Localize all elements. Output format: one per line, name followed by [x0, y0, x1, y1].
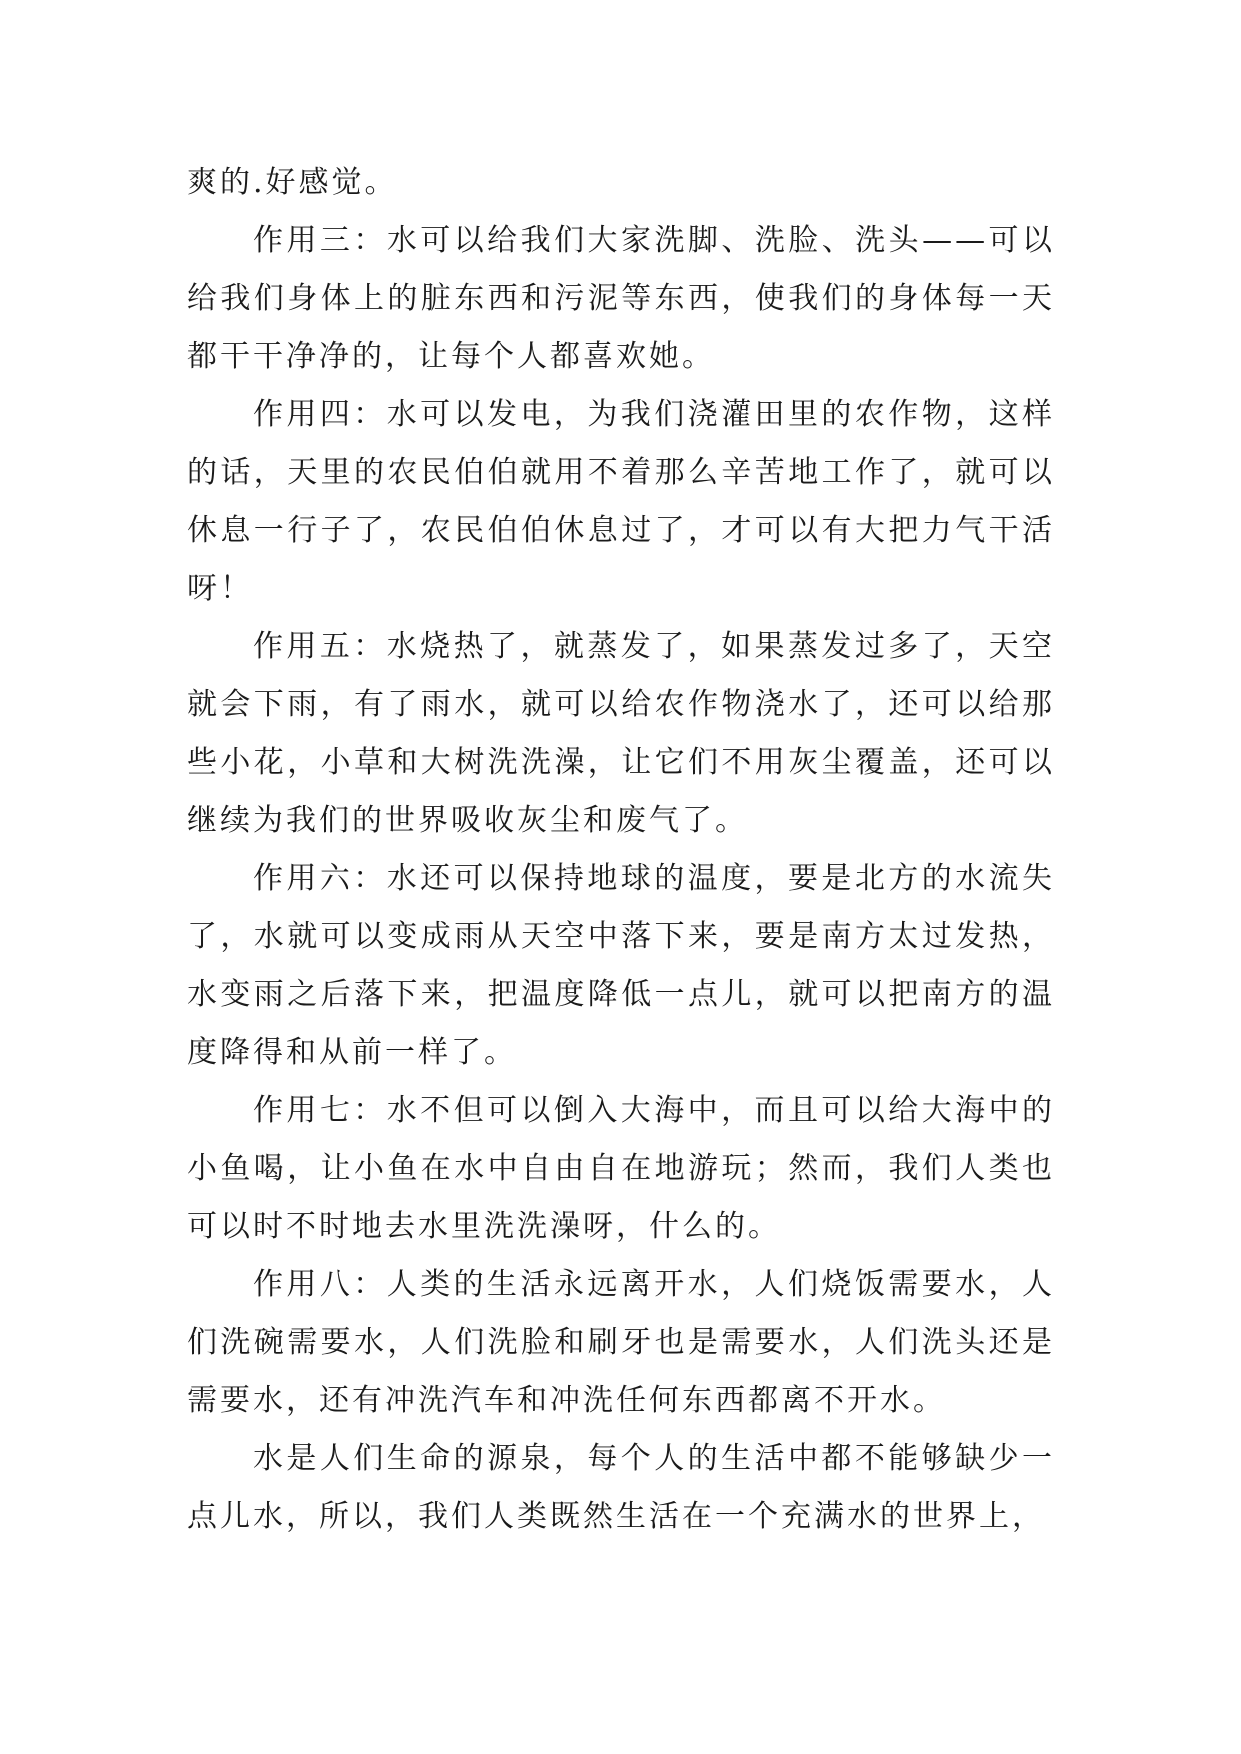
paragraph-continuation: 爽的.好感觉。	[187, 165, 398, 200]
paragraph-conclusion: 水是人们生命的源泉，每个人的生活中都不能够缺少一点儿水，所以，我们人类既然生活在一个充满水的世界上，	[187, 1441, 1055, 1534]
paragraph-function-three: 作用三：水可以给我们大家洗脚、洗脸、洗头——可以给我们身体上的脏东西和污泥等东西，使我们的身体每一天都干干净净的，让每个人都喜欢她。	[187, 223, 1055, 374]
paragraph-function-eight: 作用八：人类的生活永远离开水，人们烧饭需要水，人们洗碗需要水，人们洗脸和刷牙也是需要水，人们洗头还是需要水，还有冲洗汽车和冲洗任何东西都离不开水。	[187, 1267, 1055, 1418]
document-body	[187, 154, 1055, 1546]
paragraph-function-four: 作用四：水可以发电，为我们浇灌田里的农作物，这样的话，天里的农民伯伯就用不着那么辛苦地工作了，就可以休息一行子了，农民伯伯休息过了，才可以有大把力气干活呀！	[187, 397, 1055, 606]
paragraph-function-five: 作用五：水烧热了，就蒸发了，如果蒸发过多了，天空就会下雨，有了雨水，就可以给农作物浇水了，还可以给那些小花，小草和大树洗洗澡，让它们不用灰尘覆盖，还可以继续为我们的世界吸收灰尘和废气了。	[187, 629, 1055, 838]
paragraph-function-seven: 作用七：水不但可以倒入大海中，而且可以给大海中的小鱼喝，让小鱼在水中自由自在地游玩；然而，我们人类也可以时不时地去水里洗洗澡呀，什么的。	[187, 1093, 1055, 1244]
paragraph-function-six: 作用六：水还可以保持地球的温度，要是北方的水流失了，水就可以变成雨从天空中落下来，要是南方太过发热，水变雨之后落下来，把温度降低一点儿，就可以把南方的温度降得和从前一样了。	[187, 861, 1055, 1070]
